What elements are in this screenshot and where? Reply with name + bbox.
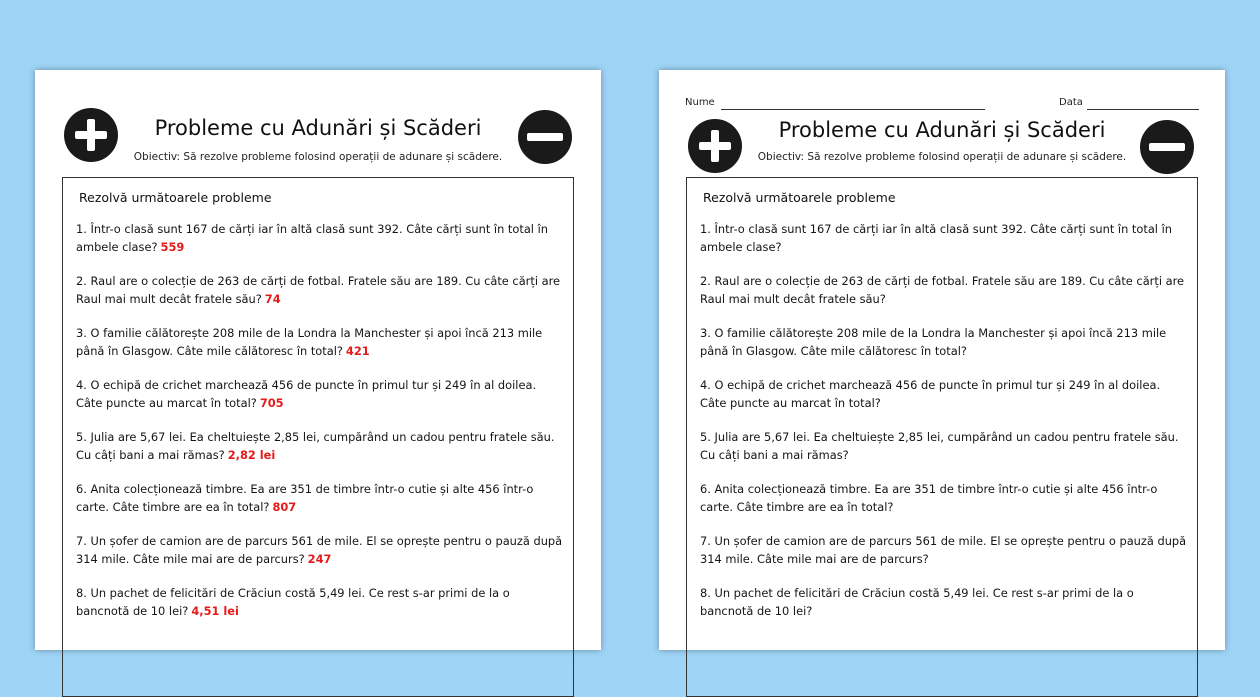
worksheet-answer-key: [35, 70, 601, 650]
problem-text: 2. Raul are o colecție de 263 de cărți de fotbal. Fratele său are 189. Cu câte cărți are Raul mai mult decât fratele său?: [76, 274, 561, 306]
problem-list: [700, 220, 1188, 636]
problem-item: 6. Anita colecționează timbre. Ea are 351 de timbre într-o cutie și alte 456 într-o carte. Câte timbre are ea în total?: [700, 482, 1158, 514]
name-date-row: [685, 97, 1199, 111]
answer-text: 421: [345, 344, 370, 358]
problem-item: [76, 532, 564, 568]
problem-text: 4. O echipă de crichet marchează 456 de puncte în primul tur și 249 în al doilea. Câte puncte au marcat în total?: [76, 378, 537, 410]
problem-text: 8. Un pachet de felicitări de Crăciun costă 5,49 lei. Ce rest s-ar primi de la o bancnotă de 10 lei?: [76, 586, 510, 618]
instructions-heading: Rezolvă următoarele probleme: [703, 190, 896, 205]
problem-text: 7. Un șofer de camion are de parcurs 561 de mile. El se oprește pentru o pauză după 314 mile. Câte mile mai are de parcurs?: [76, 534, 563, 566]
name-label: Nume: [685, 97, 715, 108]
problem-text: 6. Anita colecționează timbre. Ea are 351 de timbre într-o cutie și alte 456 într-o carte. Câte timbre are ea în total?: [76, 482, 534, 514]
worksheet-title: Probleme cu Adunări și Scăderi: [778, 118, 1106, 142]
answer-text: 807: [272, 500, 297, 514]
name-line[interactable]: [721, 109, 985, 110]
worksheet-objective: Obiectiv: Să rezolve probleme folosind operații de adunare și scădere.: [757, 151, 1127, 163]
problem-item: [76, 480, 564, 516]
worksheet-objective: Obiectiv: Să rezolve probleme folosind operații de adunare și scădere.: [133, 151, 503, 163]
problem-item: [76, 324, 564, 360]
problem-list: [76, 220, 564, 636]
answer-text: 247: [307, 552, 332, 566]
date-line[interactable]: [1087, 109, 1199, 110]
problems-box: [62, 177, 574, 697]
instructions-heading: Rezolvă următoarele probleme: [79, 190, 272, 205]
worksheet-title: Probleme cu Adunări și Scăderi: [154, 116, 482, 140]
problem-item: 8. Un pachet de felicitări de Crăciun costă 5,49 lei. Ce rest s-ar primi de la o bancnotă de 10 lei?: [700, 586, 1134, 618]
problem-item: 2. Raul are o colecție de 263 de cărți de fotbal. Fratele său are 189. Cu câte cărți are Raul mai mult decât fratele său?: [700, 274, 1185, 306]
answer-text: 2,82 lei: [227, 448, 276, 462]
problem-item: 7. Un șofer de camion are de parcurs 561 de mile. El se oprește pentru o pauză după 314 mile. Câte mile mai are de parcurs?: [700, 534, 1187, 566]
problem-text: 1. Într-o clasă sunt 167 de cărți iar în altă clasă sunt 392. Câte cărți sunt în total în ambele clase?: [76, 222, 548, 254]
problem-item: [76, 220, 564, 256]
date-label: Data: [1059, 97, 1083, 108]
problems-box: [686, 177, 1198, 697]
problem-text: 5. Julia are 5,67 lei. Ea cheltuiește 2,85 lei, cumpărând un cadou pentru fratele său. Cu câți bani a mai rămas?: [76, 430, 555, 462]
problem-text: 3. O familie călătorește 208 mile de la Londra la Manchester și apoi încă 213 mile până în Glasgow. Câte mile călătoresc în total?: [76, 326, 543, 358]
answer-text: 559: [160, 240, 185, 254]
problem-item: [76, 272, 564, 308]
worksheet-blank: [659, 70, 1225, 650]
answer-text: 74: [264, 292, 281, 306]
problem-item: [76, 584, 564, 620]
problem-item: 5. Julia are 5,67 lei. Ea cheltuiește 2,85 lei, cumpărând un cadou pentru fratele său. Cu câți bani a mai rămas?: [700, 430, 1179, 462]
problem-item: [76, 376, 564, 412]
answer-text: 705: [259, 396, 284, 410]
problem-item: [76, 428, 564, 464]
problem-item: 4. O echipă de crichet marchează 456 de puncte în primul tur și 249 în al doilea. Câte puncte au marcat în total?: [700, 378, 1161, 410]
answer-text: 4,51 lei: [191, 604, 239, 618]
problem-item: 1. Într-o clasă sunt 167 de cărți iar în altă clasă sunt 392. Câte cărți sunt în total în ambele clase?: [700, 222, 1172, 254]
problem-item: 3. O familie călătorește 208 mile de la Londra la Manchester și apoi încă 213 mile până în Glasgow. Câte mile călătoresc în total?: [700, 326, 1167, 358]
